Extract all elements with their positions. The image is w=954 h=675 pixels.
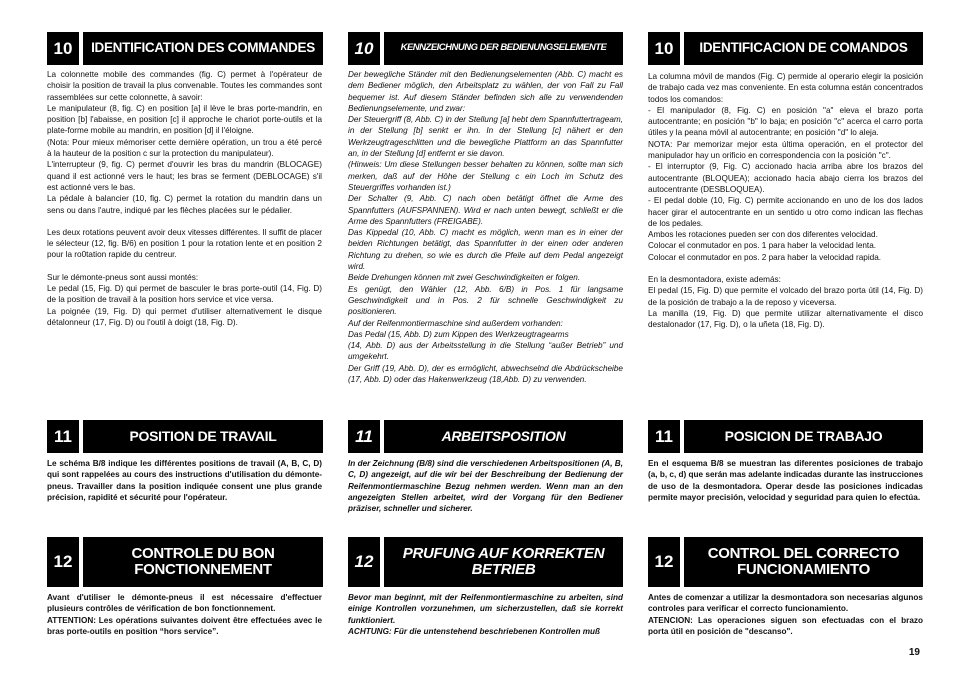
paragraph: Auf der Reifenmontiermaschine sind außerdem vorhanden: [348,318,563,328]
paragraph: ACHTUNG: Für die untenstehend beschriebenen Kontrollen muß [348,626,601,636]
paragraph: NOTA: Par memorizar mejor esta última operación, en el protector del manipulador hay un orificio en correspondencia con la posición "c". [648,139,923,161]
es-s10-header [648,32,923,65]
es-s12-body [648,592,923,637]
paragraph: Bevor man beginnt, mit der Reifenmontiermaschine zu arbeiten, sind einige Kontrollen vorzunehmen, um sicherzustellen, daß sie korrekt funktioniert. [348,593,623,625]
paragraph: ATTENTION: Les opérations suivantes doivent être effectuées avec le bras porte-outils en position “hors service”. [47,615,322,636]
es-s12-header [648,537,923,587]
paragraph: Les deux rotations peuvent avoir deux vitesses différentes. Il suffit de placer le sélecteur (12, fig. B/6) en position 1 pour la rotation lente et en position 2 pour la ro0tation rapide du centreur. [47,227,322,260]
fr-s10-header [47,32,323,65]
paragraph: En el esquema B/8 se muestran las diferentes posiciones de trabajo (a, b, c, d) que serán mas adelante indicadas durante las instrucciones de uso de la desmontadora. Operar desde las posiciones indicadas permite mayor precisión, velocidad y seguridad para quien lo efectúa. [648,459,923,502]
section-number: 11 [348,420,384,453]
section-title: POSICION DE TRABAJO [684,420,923,453]
section-title [684,537,923,587]
paragraph: Ambos les rotaciones pueden ser con dos diferentes velocidad. [648,230,878,240]
de-s10-header [348,32,623,65]
paragraph: Beide Drehungen können mit zwei Geschwindigkeiten er folgen. [348,273,581,283]
paragraph: L'interrupteur (9, fig. C) permet d'ouvrir les bras du mandrin (BLOCAGE) quand il est actionné vers le haut; les bras se ferment (DEBLOCAGE) s'il est actionné vers le bas. [47,160,322,192]
title-line: CONTROLE DU BON [131,544,275,562]
paragraph: Das Kippedal (10, Abb. C) macht es möglich, wenn man es in einer der beiden Richtungen betätigt, das Spannfutter in der einen oder anderen Richtung zu drehen, so wie es durch die Pfeile auf dem Pedal angezeigt wird. [348,228,623,272]
fr-s11-body [47,458,322,503]
section-number: 10 [648,32,684,65]
page-number: 19 [908,647,920,658]
fr-s10-body [47,69,322,328]
paragraph: - El interruptor (9, Fig. C) accionado hacia arriba abre los brazos del autocentrante (BLOQUEA); accionado hacia abajo cierra los brazos del autocentrante (DESBLOQUEA). [648,162,923,194]
section-title: IDENTIFICATION DES COMMANDES [83,32,323,65]
section-title: POSITION DE TRAVAIL [83,420,323,453]
paragraph: ATENCION: Las operaciones siguen son efectuadas con el brazo porta útil en posición de "descanso". [648,615,923,636]
paragraph: Der bewegliche Ständer mit den Bedienungselementen (Abb. C) macht es dem Bediener möglich, den Arbeitsplatz zu wählen, der von Fall zu Fall bequemer ist. Auf diesem Ständer befinden sich alle zu verwendenden Bedienungselemente, und zwar: [348,70,623,113]
paragraph: In der Zeichnung (B/8) sind die verschiedenen Arbeitspositionen (A, B, C, D) angezeigt, auf die wir bei der Beschreibung der Bedienung der Reifenmontiermaschine Bezug nehmen werden. Wenn man an den angezeigten Stellen arbeitet, wird der Vorgang für den Bediener präziser, schneller und sicherer. [348,459,623,514]
section-title: KENNZEICHNUNG DER BEDIENUNGSELEMENTE [384,32,623,65]
fr-s12-header [47,537,323,587]
paragraph: Antes de comenzar a utilizar la desmontadora son necesarias algunos controles para verificar el correcto funcionamiento. [648,593,923,614]
paragraph: Sur le démonte-pneus sont aussi montés: [47,272,199,282]
paragraph: El pedal (15, Fig. D) que permite el volcado del brazo porta útil (14, Fig. D) de la posición de trabajo a la de reposo y viceversa. [648,286,923,307]
paragraph: En la desmontadora, existe además: [648,275,781,285]
section-title: IDENTIFICACION DE COMANDOS [684,32,923,65]
paragraph: Das Pedal (15, Abb. D) zum Kippen des Werkzeugtragearms [348,329,569,339]
paragraph: - El pedal doble (10, Fig. C) permite accionando en uno de los dos lados hacer girar el autocentrante en un sentido u otro como indican las flechas de los pedales. [648,196,923,228]
paragraph: (14, Abb. D) aus der Arbeitsstellung in die Stellung “außer Betrieb” und umgekehrt. [348,341,623,362]
paragraph: Avant d'utiliser le démonte-pneus il est nécessaire d'effectuer plusieurs contrôles de vérification de bon fonctionnement. [47,593,322,614]
section-number: 10 [348,32,384,65]
fr-s12-body [47,592,322,637]
title-line: BETRIEB [471,561,536,578]
title-line: FUNCIONAMIENTO [736,561,871,578]
de-s10-body [348,69,623,385]
section-number: 11 [47,420,83,453]
section-number: 10 [47,32,83,65]
title-line: CONTROL DEL CORRECTO [707,544,900,562]
paragraph: La manilla (19, Fig. D) que permite utilizar alternativamente el disco destalonador (17, Fig. D), o la uñeta (18, Fig. D). [648,308,923,330]
spacer [47,216,322,227]
spacer [648,263,923,274]
section-number: 12 [648,537,684,587]
paragraph: Der Griff (19, Abb. D), der es ermöglicht, abwechselnd die Abdrückscheibe (17, Abb. D) oder das Hakenwerkzeug (18,Abb. D) zu verwenden. [348,363,623,385]
paragraph: (Hinweis: Um diese Stellungen besser behalten zu können, sollte man sich merken, daß auf der Höhe der Stellung c ein Loch im Schutz des Steuergriffes vorhanden ist.) [348,160,623,192]
paragraph: La columna móvil de mandos (Fig. C) permide al operario elegir la posición de trabajo cada vez mas conveniente. En esta columna están concentrados todos los comandos: [648,72,923,104]
paragraph: (Nota: Pour mieux mémoriser cette dernière opération, un trou a été percé à la hauteur de la position c sur la protection du manipulateur). [47,137,322,159]
section-number: 12 [348,537,384,587]
paragraph: Colocar el conmutador en pos. 1 para haber la velocidad lenta. [648,241,877,251]
paragraph: Colocar el conmutador en pos. 2 para haber la velocidad rapida. [648,252,882,262]
fr-s11-header [47,420,323,453]
de-s12-header [348,537,623,587]
paragraph: Le pedal (15, Fig. D) qui permet de basculer le bras porte-outil (14, Fig. D) de la position de travail à la position hors service et vice versa. [47,284,322,305]
spacer [47,261,322,272]
paragraph: Der Schalter (9, Abb. C) nach oben betätigt öffnet die Arme des Spannfutters (AUFSPANNEN). Wird er nach unten bewegt, schließt er die Arme des Spannfutters (FREIGABE). [348,194,623,226]
paragraph: - El manipulador (8, Fig. C) en posición "a" eleva el brazo porta autocentrante; en posición "b" lo baja; en posición "c" acerca el carro porta útiles y la peana móvil al autocentrante; en posición "d" lo aleja. [648,105,923,138]
es-s10-body [648,71,923,331]
paragraph: Le manipulateur (8, fig. C) en position [a] il lève le bras porte-mandrin, en position [b] l'abaisse, en position [c] il approche le chariot porte-outils et la plate-forme mobile au mandrin, en position [d] il l'éloigne. [47,103,322,136]
paragraph: La pédale à balancier (10, fig. C) permet la rotation du mandrin dans un sens ou dans l'autre, indiqué par les flèches placées sur le pédalier. [47,194,322,215]
section-number: 11 [648,420,684,453]
de-s12-body [348,592,623,637]
es-s11-body [648,458,923,503]
section-number: 12 [47,537,83,587]
es-s11-header [648,420,923,453]
paragraph: Es genügt, den Wähler (12, Abb. 6/B) in Pos. 1 für langsame Geschwindigkeit und in Pos. 2 für schnelle Geschwindigkeit zu positionieren. [348,284,623,317]
paragraph: La colonnette mobile des commandes (fig. C) permet à l'opérateur de choisir la position de travail la plus convenable. Toutes les commandes sont rassemblées sur cette colonnette, à savoir: [47,70,322,102]
de-s11-header [348,420,623,453]
paragraph: La poignée (19, Fig. D) qui permet d'utiliser alternativement le disque détalonneur (17, Fig. D) ou l'outil à doigt (18, Fig. D). [47,306,322,327]
paragraph: Le schéma B/8 indique les différentes positions de travail (A, B, C, D) qui sont rappelées au cours des instructions d'utilisation du démonte-pneus. Travailler dans la position indiquée consent une plus grande précision, rapidité et sécurité pour l'opérateur. [47,459,322,502]
section-title [384,537,623,587]
title-line: PRUFUNG AUF KORREKTEN [402,544,605,562]
section-title [83,537,323,587]
paragraph: Der Steuergriff (8, Abb. C) in der Stellung [a] hebt dem Spannfuttertrageam, in der Stellung [b] senkt er ihn. In der Stellung [c] nähert er den Werkzeugtrageschlitten und die bewegliche Plattform an das Spannfutter an, in der Stellung [d] entfernt er sie davon. [348,115,623,159]
de-s11-body [348,458,623,514]
section-title: ARBEITSPOSITION [384,420,623,453]
title-line: FONCTIONNEMENT [134,561,272,578]
